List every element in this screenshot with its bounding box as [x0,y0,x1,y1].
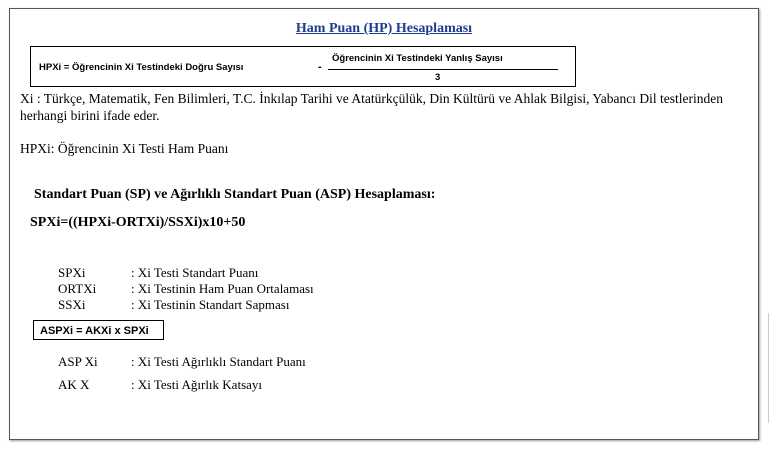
definition-desc: : Xi Testinin Standart Sapması [131,297,290,312]
definition-desc: : Xi Testinin Ham Puan Ortalaması [131,281,314,296]
hp-formula-minus: - [318,61,322,73]
hp-formula-lhs: HPXi = Öğrencinin Xi Testindeki Doğru Sayısı [39,62,244,73]
definition-term: ORTXi [58,281,97,296]
definition-desc: : Xi Testi Ağırlıklı Standart Puanı [131,354,306,369]
definition-row [58,297,289,313]
hpxi-description: HPXi: Öğrencinin Xi Testi Ham Puanı [20,141,229,156]
definition-desc: : Xi Testi Ağırlık Katsayı [131,377,263,392]
asp-formula-box: ASPXi = AKXi x SPXi [33,320,164,340]
xi-description: Xi : Türkçe, Matematik, Fen Bilimleri, T.C. İnkılap Tarihi ve Atatürkçülük, Din Kültürü ve Ahlak Bilgisi, Yabancı Dil testlerinden herhangi birini ifade eder. [20,91,723,123]
hp-formula-box [30,46,576,87]
definition-term: AK X [58,377,90,392]
definition-row [58,354,306,370]
definition-desc: : Xi Testi Standart Puanı [131,265,259,280]
definition-row [58,281,314,297]
definition-row [58,265,258,281]
page-title: Ham Puan (HP) Hesaplaması [295,21,473,36]
sp-heading: Standart Puan (SP) ve Ağırlıklı Standart Puan (ASP) Hesaplaması: [34,187,436,202]
fraction-bar [328,69,558,70]
definition-row [58,377,262,393]
sp-formula: SPXi=((HPXi-ORTXi)/SSXi)x10+50 [30,215,246,230]
page-edge-line [768,313,769,423]
definition-term: SPXi [58,265,86,280]
document-frame [9,8,759,440]
definition-term: ASP Xi [58,354,98,369]
definition-term: SSXi [58,297,86,312]
hp-formula-denominator: 3 [435,72,441,83]
hp-formula-numerator: Öğrencinin Xi Testindeki Yanlış Sayısı [332,53,503,64]
